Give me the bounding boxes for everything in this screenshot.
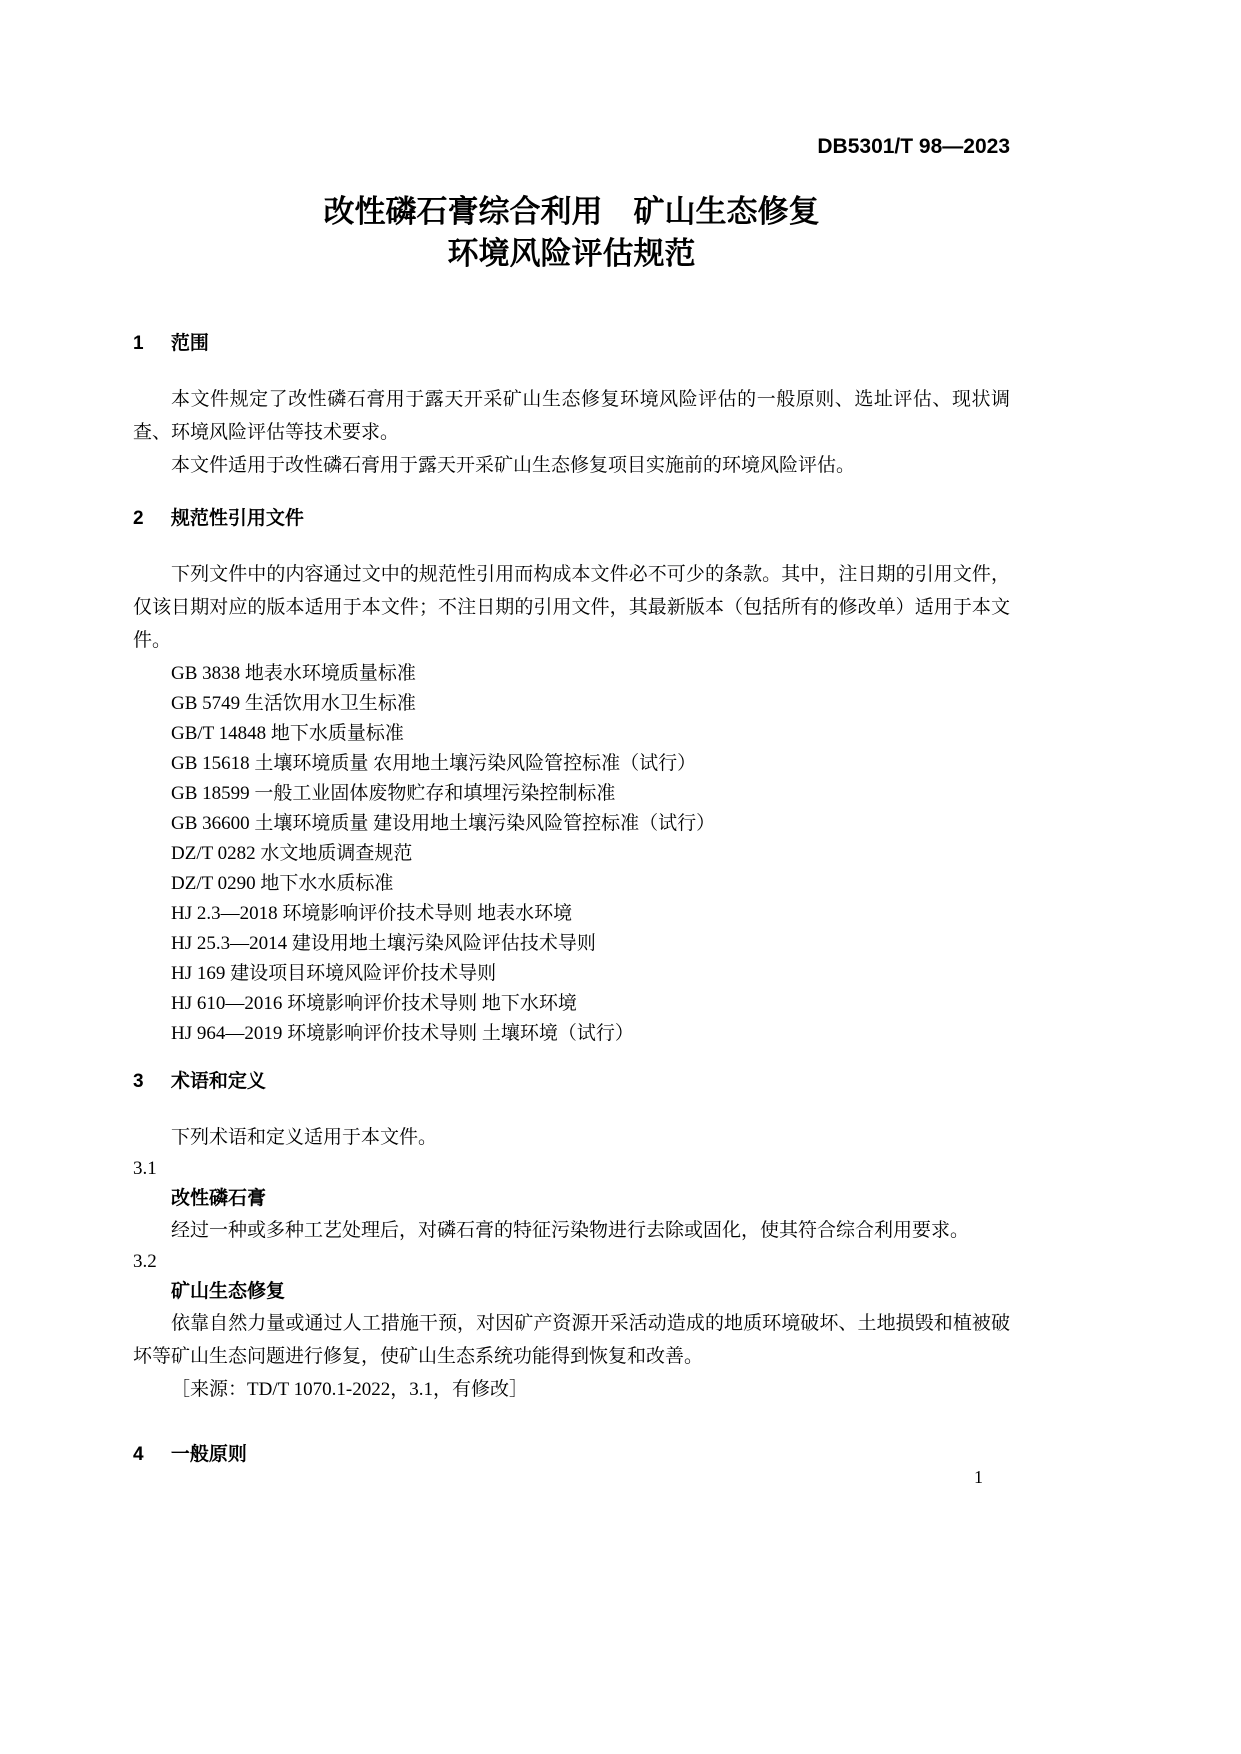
reference-item: GB 5749 生活饮用水卫生标准 [171,693,416,714]
document-title-line1: 改性磷石膏综合利用 矿山生态修复 [323,194,820,229]
term-definition: 依靠自然力量或通过人工措施干预，对因矿产资源开采活动造成的地质环境破坏、土地损毁和植被破坏等矿山生态问题进行修复，使矿山生态系统功能得到恢复和改善。 [133,1313,1010,1367]
reference-item: GB 18599 一般工业固体废物贮存和填埋污染控制标准 [171,783,616,804]
reference-item: GB/T 14848 地下水质量标准 [171,723,404,744]
reference-item: HJ 610—2016 环境影响评价技术导则 地下水环境 [171,993,577,1014]
term-number: 3.1 [133,1158,157,1179]
reference-item: HJ 964—2019 环境影响评价技术导则 土壤环境（试行） [171,1023,634,1044]
document-title-line2: 环境风险评估规范 [447,236,696,271]
section-3-title: 术语和定义 [170,1071,266,1092]
term-name: 矿山生态修复 [171,1281,286,1302]
term-name: 改性磷石膏 [171,1188,267,1209]
reference-item: GB 3838 地表水环境质量标准 [171,663,416,684]
reference-item: GB 36600 土壤环境质量 建设用地土壤污染风险管控标准（试行） [171,813,716,834]
scope-paragraph-2: 本文件适用于改性磷石膏用于露天开采矿山生态修复项目实施前的环境风险评估。 [171,455,856,476]
section-3-heading [133,1069,1010,1095]
term-definition: 经过一种或多种工艺处理后，对磷石膏的特征污染物进行去除或固化，使其符合综合利用要求。 [171,1220,970,1241]
section-4-number: 4 [133,1444,144,1465]
term-block [133,1247,1010,1406]
term-number: 3.2 [133,1251,157,1272]
page-number: 1 [974,1467,983,1487]
terms-intro: 下列术语和定义适用于本文件。 [171,1127,438,1148]
reference-item: GB 15618 土壤环境质量 农用地土壤污染风险管控标准（试行） [171,753,697,774]
section-2-number: 2 [133,508,144,529]
document-title [133,191,1010,275]
references-list [133,659,1010,1049]
section-4-title: 一般原则 [170,1444,247,1465]
term-source-note: ［来源：TD/T 1070.1-2022，3.1，有修改］ [171,1379,528,1400]
reference-item: HJ 25.3—2014 建设用地土壤污染风险评估技术导则 [171,933,596,954]
section-3-number: 3 [133,1071,144,1092]
section-1-title: 范围 [170,333,209,354]
reference-item: DZ/T 0282 水文地质调查规范 [171,843,413,864]
scope-paragraph-1: 本文件规定了改性磷石膏用于露天开采矿山生态修复环境风险评估的一般原则、选址评估、现状调查、环境风险评估等技术要求。 [133,389,1010,443]
term-block [133,1154,1010,1247]
section-2-title: 规范性引用文件 [170,508,304,529]
reference-item: HJ 2.3—2018 环境影响评价技术导则 地表水环境 [171,903,573,924]
section-1-heading [133,331,1010,357]
section-4-heading [133,1442,1010,1468]
references-intro: 下列文件中的内容通过文中的规范性引用而构成本文件必不可少的条款。其中，注日期的引用文件，仅该日期对应的版本适用于本文件；不注日期的引用文件，其最新版本（包括所有的修改单）适用于本文件。 [133,564,1010,651]
section-1-number: 1 [133,333,144,354]
reference-item: DZ/T 0290 地下水水质标准 [171,873,394,894]
reference-item: HJ 169 建设项目环境风险评价技术导则 [171,963,497,984]
section-2-heading [133,506,1010,532]
doc-number: DB5301/T 98—2023 [817,135,1010,158]
